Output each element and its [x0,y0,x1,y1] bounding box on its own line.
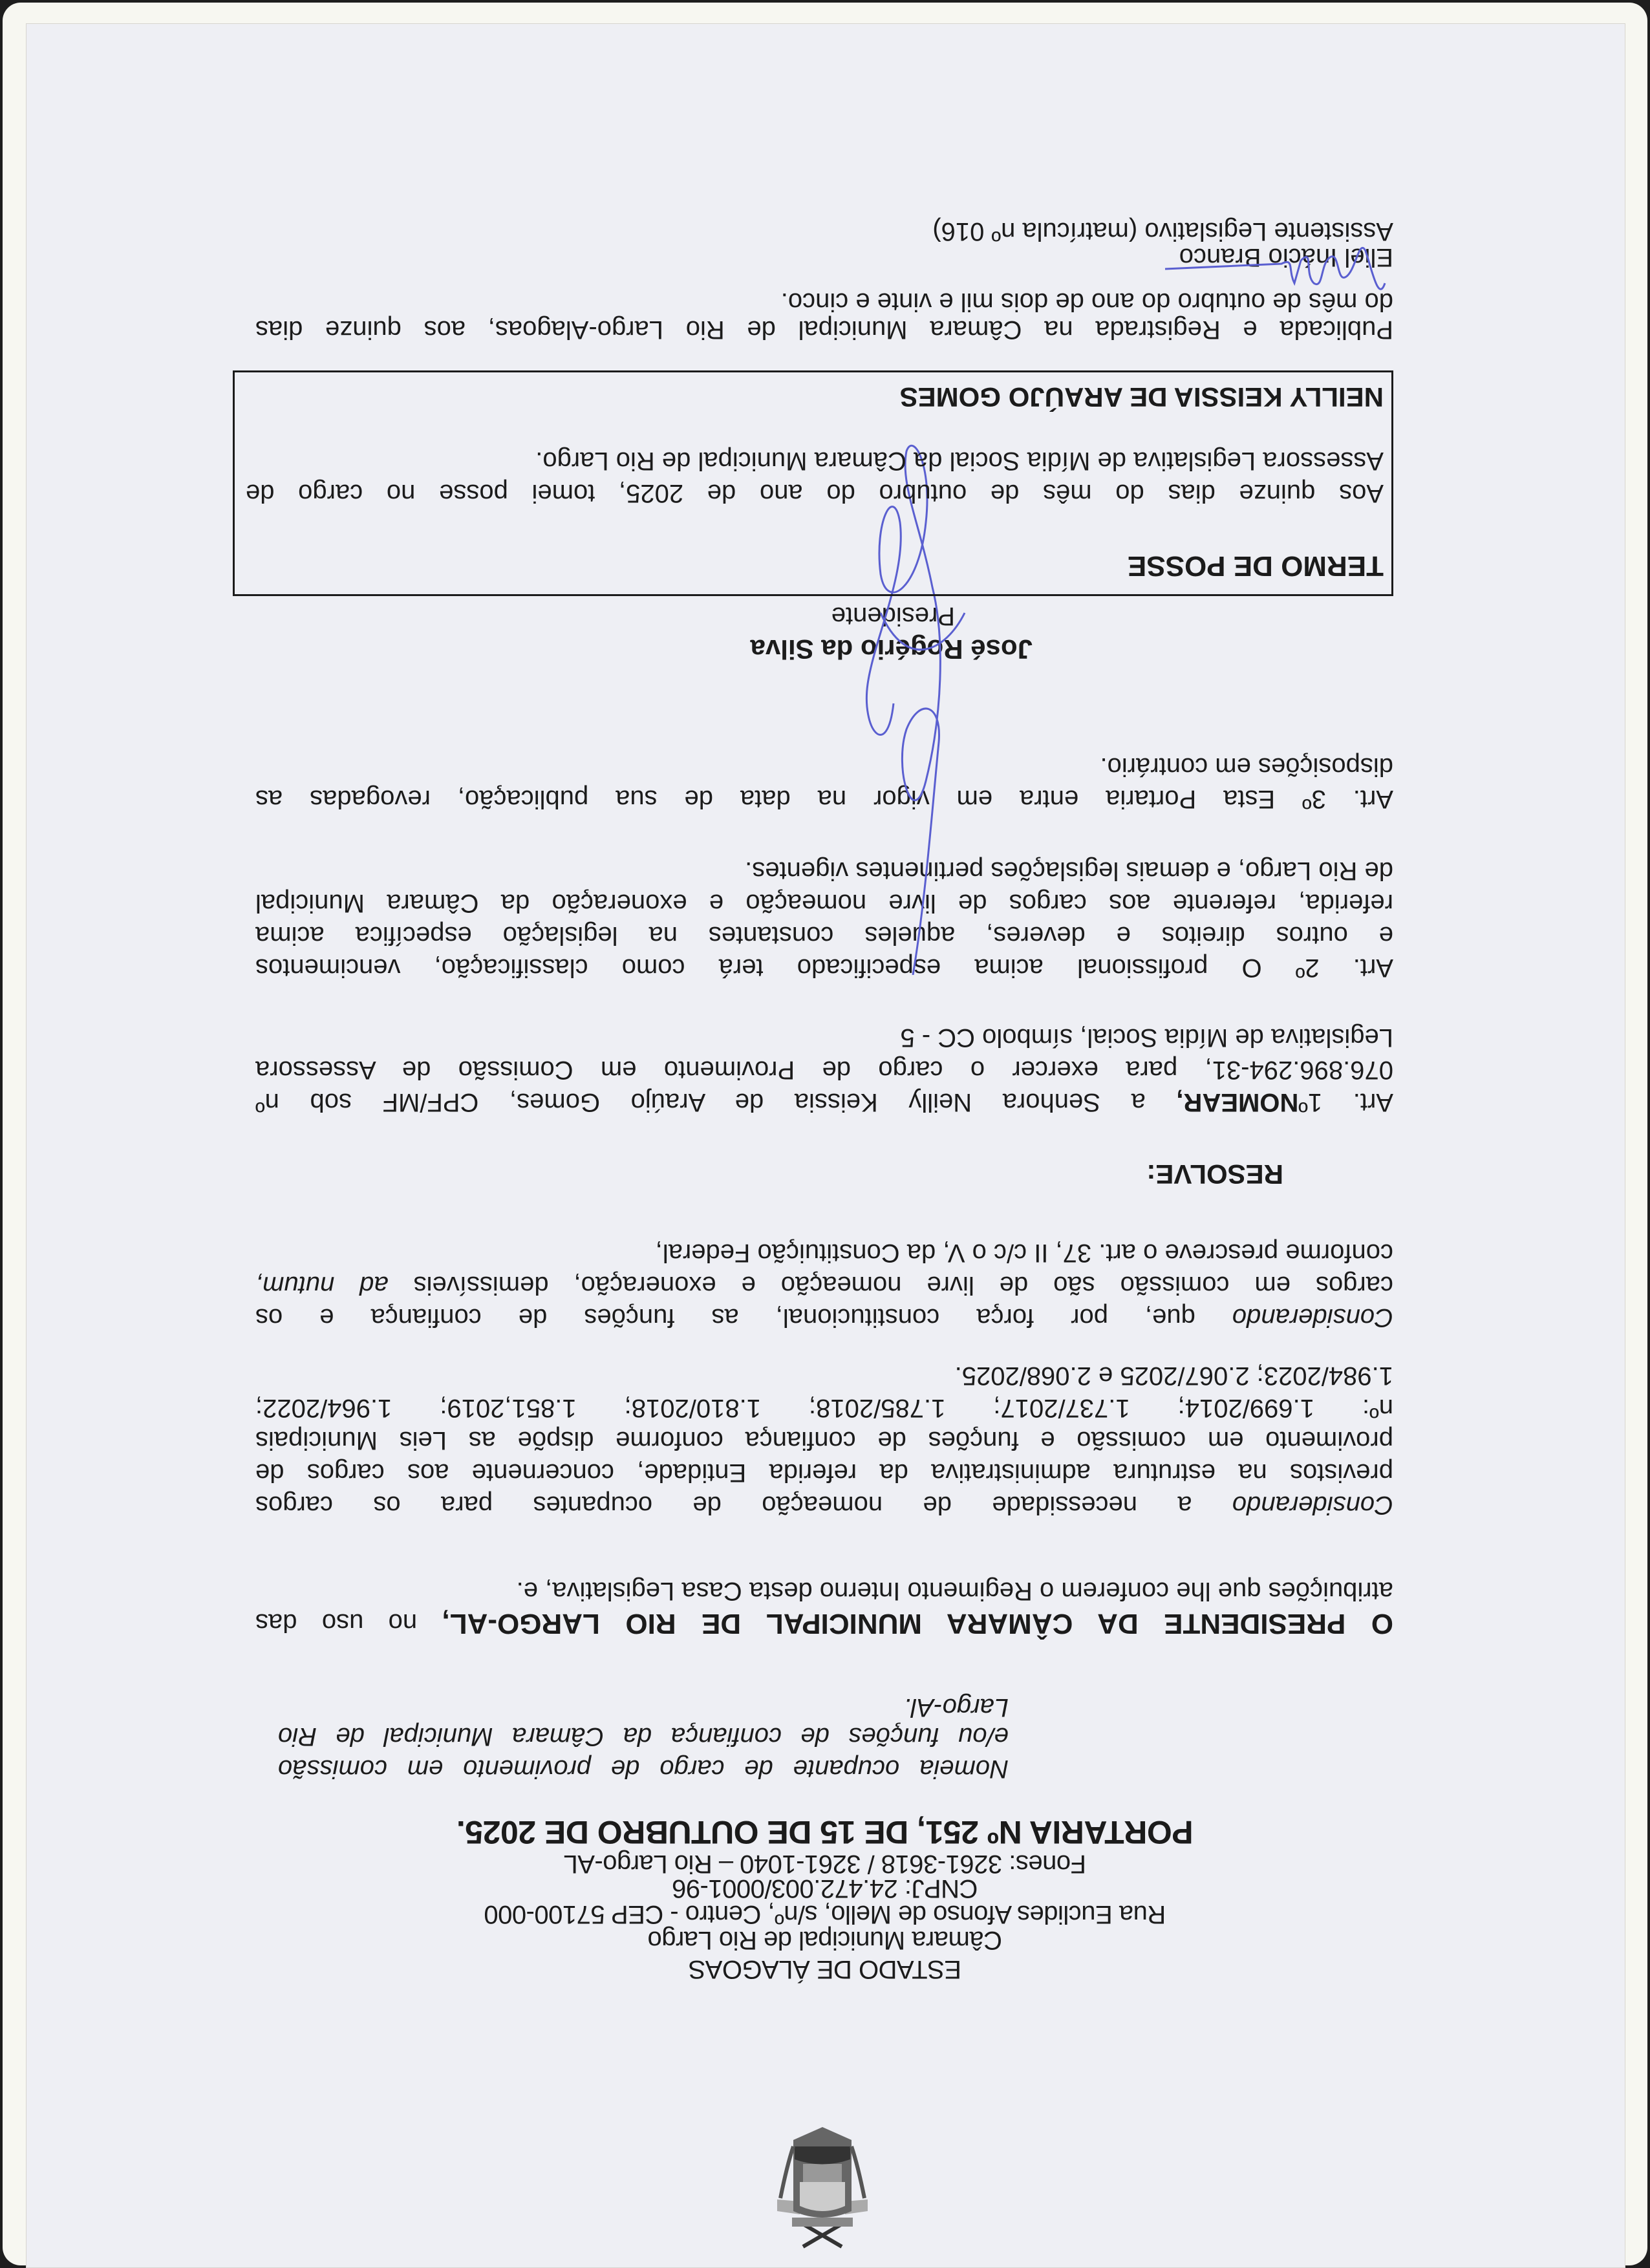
registrar-name: Eliel Inácio Branco [1179,243,1393,272]
considerando-text: que, por força constitucional, as funções de confiança e os [255,1303,1232,1332]
considerando-1-line: provimento em comissão e funções de confiança conforme dispõe as Leis Municipais [255,1426,1393,1455]
termo-de-posse-heading: TERMO DE POSSE [1127,550,1384,582]
considerando-1-line: previstos na estrutura administrativa da referida Entidade, concernente aos cargos de [255,1459,1393,1487]
considerando-2-line: conforme prescreve o art. 37, II c/c o V, da Constituição Federal, [655,1239,1393,1267]
art-3-line: Art. 3º Esta Portaria entra em vigor na data de sua publicação, revogadas as [255,785,1393,813]
latin-term: ad nutum, [255,1271,389,1300]
summary-line: Nomeia ocupante de cargo de provimento em comissão [278,1755,1009,1783]
considerando-2-line-2 [255,1269,1393,1301]
registrar-role: Assistente Legislativo (matrícula nº 016) [932,217,1393,246]
document-title: PORTARIA Nº 251, DE 15 DE OUTUBRO DE 2025. [456,1814,1194,1850]
preamble-line-1 [255,1607,1393,1640]
institution-address: Rua Euclides Afonso de Mello, s/nº, Centro - CEP 57100-000 [484,1900,1166,1929]
coat-of-arms-emblem [774,2124,871,2250]
summary-line: e/ou funções de confiança da Câmara Municipal de Rio [278,1722,1009,1751]
institution-name: Câmara Municipal de Rio Largo [648,1926,1002,1954]
article-text: a Senhora Neilly Keissia de Araújo Gomes, CPF/MF sob nº [255,1088,1177,1117]
considerando-1-line: nº: 1.699/2014; 1.737/2017; 1.785/2018; 1.810/2018; 1.851,2019; 1.964/2022; [255,1394,1393,1422]
state-name: ESTADO DE ÁLAGOAS [689,1955,961,1984]
publication-line: do mês de outubro do ano de dois mil e vinte e cinco. [780,288,1393,316]
termo-line: Assessora Legislativa de Mídia Social da Câmara Municipal de Rio Largo. [535,447,1384,475]
article-verb: NOMEAR, [1176,1088,1299,1117]
considerando-1-line: 1.984/2023; 2.067/2025 e 2.068/2025. [954,1362,1393,1390]
considerando-label: Considerando [1232,1303,1393,1332]
article-number: Art. 1º [1298,1088,1393,1117]
art-2-line: Art. 2º O profissional acima especificado terá como classificação, vencimentos [255,954,1393,982]
art-1-line: 076.896.294-31, para exercer o cargo de Provimento em Comissão de Assessora [255,1056,1393,1084]
signatory-name: José Rogério da Silva [750,634,1033,665]
publication-line: Publicada e Registrada na Câmara Municipal de Rio Largo-Alagoas, aos quinze dias [255,316,1393,344]
considerando-text: a necessidade de nomeação de ocupantes para os cargos [255,1491,1232,1519]
institution-phones: Fones: 3261-3618 / 3261-1040 – Rio Largo-AL [564,1850,1086,1878]
art-1-line-1 [255,1086,1393,1118]
termo-line: Aos quinze dias do mês de outubro do ano de 2025, tomei posse no cargo de [246,479,1384,508]
institution-cnpj: CNPJ: 24.472.003/0001-96 [672,1874,978,1903]
art-2-line: referida, referente aos cargos de livre nomeação e exoneração da Câmara Municipal [255,889,1393,917]
art-2-line: e outros direitos e deveres, aqueles constantes na legislação específica acima [255,921,1393,950]
preamble-text: no uso das [255,1609,442,1637]
art-2-line: de Rio Largo, e demais legislações pertinentes vigentes. [745,857,1393,885]
considerando-1-line-1 [255,1489,1393,1521]
resolve-heading: RESOLVE: [1146,1159,1283,1190]
art-3-line: disposições em contrário. [1100,753,1393,781]
preamble-authority: O PRESIDENTE DA CÂMARA MUNICIPAL DE RIO LARGO-AL, [442,1608,1393,1640]
preamble-line-2: atribuições que lhe conferem o Regimento Interno desta Casa Legislativa, e. [516,1577,1393,1605]
art-1-line: Legislativa de Mídia Social, símbolo CC - 5 [900,1023,1393,1052]
considerando-label: Considerando [1232,1491,1393,1519]
signatory-role: Presidente [831,602,955,630]
considerando-text: cargos em comissão são de livre nomeação e exoneração, demissíveis [388,1271,1393,1300]
considerando-2-line-1 [255,1301,1393,1334]
summary-line: Largo-Al. [903,1693,1009,1722]
appointee-name: NEILLY KEISSIA DE ARAÚJO GOMES [899,382,1384,412]
